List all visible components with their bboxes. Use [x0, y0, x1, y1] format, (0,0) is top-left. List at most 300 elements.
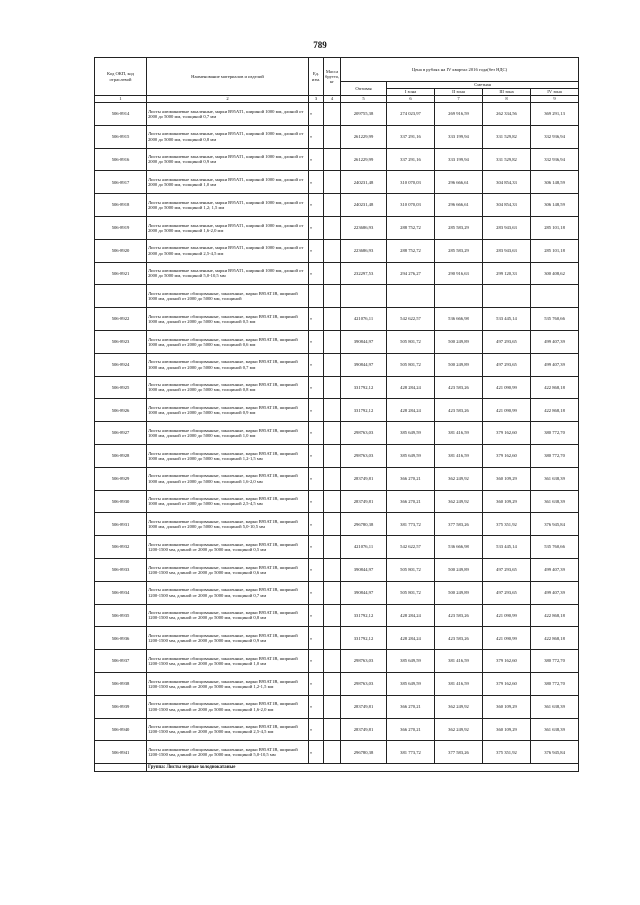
row-mass — [324, 558, 341, 581]
row-zone3-price: 375 351,92 — [483, 513, 531, 536]
row-code: 506-8919 — [95, 216, 147, 239]
row-unit — [309, 285, 324, 308]
row-zone4-price: 422 868,18 — [531, 604, 579, 627]
col-number: 6 — [387, 96, 435, 103]
row-zone3-price: 299 120,33 — [483, 262, 531, 285]
row-code: 506-8930 — [95, 490, 147, 513]
row-zone2-price: 536 666,98 — [435, 308, 483, 331]
row-code: 506-8920 — [95, 239, 147, 262]
row-zone3-price: 379 162,60 — [483, 650, 531, 673]
row-name: Листы алюминиевые закаленные, марки В95АТ1, шириной 1000 мм, длиной от 2000 до 5000 мм, толщиной 5,0-10,5 мм — [147, 262, 309, 285]
row-zone1-price: 274 023,97 — [387, 103, 435, 126]
row-mass — [324, 513, 341, 536]
row-mass — [324, 695, 341, 718]
row-zone2-price: 500 249,89 — [435, 558, 483, 581]
row-zone1-price: 505 801,72 — [387, 353, 435, 376]
row-zone2-price: 381 416,59 — [435, 650, 483, 673]
row-code: 506-8923 — [95, 330, 147, 353]
row-unit: т — [309, 216, 324, 239]
row-zone3-price: 497 293,65 — [483, 558, 531, 581]
table-row — [95, 376, 579, 399]
row-code: 506-8929 — [95, 467, 147, 490]
row-wholesale-price: 390844,97 — [341, 558, 387, 581]
row-zone2-price: 362 249,92 — [435, 490, 483, 513]
row-mass — [324, 672, 341, 695]
row-name: Листы алюминиевые закаленные, марки В95АТ1, шириной 1000 мм, длиной от 2000 до 5000 мм, толщиной 0,9 мм — [147, 148, 309, 171]
row-zone4-price: 306 148,59 — [531, 194, 579, 217]
table-row — [95, 604, 579, 627]
row-unit: т — [309, 444, 324, 467]
row-wholesale-price: 209755,38 — [341, 103, 387, 126]
row-zone2-price: 290 916,63 — [435, 262, 483, 285]
row-zone1-price: 337 291,16 — [387, 148, 435, 171]
row-unit: т — [309, 103, 324, 126]
row-code — [95, 285, 147, 308]
row-name: Листы алюминиевые облицованные, закаленные, марки В95АТ1В, шириной 1000 мм, длиной от 2000 до 5000 мм, толщиной 1,2-1,5 мм — [147, 444, 309, 467]
row-unit: т — [309, 695, 324, 718]
row-zone1-price — [387, 285, 435, 308]
table-row — [95, 650, 579, 673]
row-zone4-price — [531, 285, 579, 308]
col-number: 4 — [324, 96, 341, 103]
row-name: Листы алюминиевые облицованные, закаленные, марки В95АТ1В, шириной 1200-1500 мм, длиной от 2000 до 5000 мм, толщиной 2,5-4,5 мм — [147, 718, 309, 741]
header-wholesale: Оптовая — [341, 82, 387, 96]
row-code: 506-8928 — [95, 444, 147, 467]
row-zone4-price: 422 868,18 — [531, 376, 579, 399]
row-wholesale-price: 296780,38 — [341, 513, 387, 536]
row-wholesale-price: 283749,81 — [341, 490, 387, 513]
row-unit: т — [309, 148, 324, 171]
row-wholesale-price: 232297,53 — [341, 262, 387, 285]
row-code: 506-8926 — [95, 399, 147, 422]
row-unit: т — [309, 353, 324, 376]
row-mass — [324, 718, 341, 741]
row-zone1-price: 288 752,72 — [387, 216, 435, 239]
row-zone3-price: 421 090,99 — [483, 604, 531, 627]
row-zone3-price: 497 293,65 — [483, 581, 531, 604]
row-zone1-price: 428 284,24 — [387, 604, 435, 627]
row-zone4-price: 380 772,70 — [531, 444, 579, 467]
row-zone3-price: 379 162,60 — [483, 672, 531, 695]
row-wholesale-price: 390844,97 — [341, 581, 387, 604]
table-row — [95, 627, 579, 650]
table-row — [95, 194, 579, 217]
row-code: 506-8918 — [95, 194, 147, 217]
header-zone-4: IV зона — [531, 89, 579, 96]
row-zone3-price: 331 529,82 — [483, 148, 531, 171]
row-name: Листы алюминиевые облицованные, закаленные, марки В95АТ1В, шириной 1200-1500 мм, длиной от 2000 до 5000 мм, толщиной 0,9 мм — [147, 627, 309, 650]
row-unit: т — [309, 672, 324, 695]
row-zone2-price: 362 249,92 — [435, 467, 483, 490]
table-row — [95, 308, 579, 331]
row-unit: т — [309, 376, 324, 399]
row-zone1-price: 381 773,72 — [387, 741, 435, 764]
row-zone1-price: 428 284,24 — [387, 376, 435, 399]
row-name: Листы алюминиевые облицованные, закаленные, марки В95АТ1В, шириной 1200-1500 мм, длиной от 2000 до 5000 мм, толщиной 0,6 мм — [147, 558, 309, 581]
table-row — [95, 490, 579, 513]
row-name: Листы алюминиевые закаленные, марки В95АТ1, шириной 1000 мм, длиной от 2000 до 5000 мм, толщиной 0,8 мм — [147, 125, 309, 148]
row-unit: т — [309, 627, 324, 650]
row-zone3-price: 283 943,63 — [483, 216, 531, 239]
row-wholesale-price: 298763,03 — [341, 444, 387, 467]
row-name: Листы алюминиевые облицованные, закаленные, марки В95АТ1В, шириной 1000 мм, длиной от 2000 до 5000 мм, толщиной 0,5 мм — [147, 308, 309, 331]
row-wholesale-price: 298763,03 — [341, 650, 387, 673]
row-code: 506-8939 — [95, 695, 147, 718]
row-unit: т — [309, 741, 324, 764]
row-unit: т — [309, 262, 324, 285]
row-zone4-price: 422 868,18 — [531, 627, 579, 650]
row-wholesale-price: 261229,99 — [341, 148, 387, 171]
row-zone1-price: 428 284,24 — [387, 399, 435, 422]
row-code: 506-8914 — [95, 103, 147, 126]
table-row — [95, 513, 579, 536]
row-zone3-price: 360 109,29 — [483, 490, 531, 513]
table-row — [95, 718, 579, 741]
row-zone4-price: 332 936,94 — [531, 148, 579, 171]
row-wholesale-price: 223686,93 — [341, 239, 387, 262]
row-zone4-price: 361 638,39 — [531, 490, 579, 513]
row-wholesale-price: 240231,48 — [341, 171, 387, 194]
row-code: 506-8927 — [95, 422, 147, 445]
row-wholesale-price: 283749,81 — [341, 467, 387, 490]
row-unit: т — [309, 581, 324, 604]
row-mass — [324, 148, 341, 171]
row-zone4-price: 499 407,39 — [531, 581, 579, 604]
row-zone2-price: 423 583,26 — [435, 376, 483, 399]
row-zone3-price: 262 334,56 — [483, 103, 531, 126]
row-zone4-price: 499 407,39 — [531, 330, 579, 353]
page-number: 789 — [313, 40, 327, 50]
row-zone4-price: 376 945,84 — [531, 741, 579, 764]
row-zone2-price: 296 666,61 — [435, 194, 483, 217]
row-mass — [324, 422, 341, 445]
row-wholesale-price: 240231,48 — [341, 194, 387, 217]
row-mass — [324, 216, 341, 239]
row-zone2-price: 296 666,61 — [435, 171, 483, 194]
row-zone2-price: 377 583,26 — [435, 741, 483, 764]
table-row — [95, 581, 579, 604]
row-code: 506-8922 — [95, 308, 147, 331]
row-unit: т — [309, 308, 324, 331]
row-zone4-price: 535 760,66 — [531, 536, 579, 559]
row-zone1-price: 310 070,03 — [387, 171, 435, 194]
row-code: 506-8931 — [95, 513, 147, 536]
row-code: 506-8940 — [95, 718, 147, 741]
table-row — [95, 695, 579, 718]
row-code: 506-8917 — [95, 171, 147, 194]
row-zone3-price: 304 854,33 — [483, 171, 531, 194]
row-zone1-price: 294 276,27 — [387, 262, 435, 285]
row-unit: т — [309, 399, 324, 422]
row-zone3-price: 497 293,65 — [483, 353, 531, 376]
row-zone1-price: 381 773,72 — [387, 513, 435, 536]
table-row — [95, 125, 579, 148]
col-number: 9 — [531, 96, 579, 103]
row-zone2-price: 285 583,29 — [435, 239, 483, 262]
row-wholesale-price: 331792,12 — [341, 604, 387, 627]
row-zone4-price: 300 408,62 — [531, 262, 579, 285]
row-name: Листы алюминиевые облицованные, закаленные, марки В95АТ1В, шириной 1000 мм, длиной от 2000 до 5000 мм, толщиной — [147, 285, 309, 308]
row-name: Листы алюминиевые облицованные, закаленные, марки В95АТ1В, шириной 1200-1500 мм, длиной от 2000 до 5000 мм, толщиной 1,0 мм — [147, 650, 309, 673]
header-unit: Ед. изм. — [309, 58, 324, 96]
row-mass — [324, 353, 341, 376]
row-name: Листы алюминиевые облицованные, закаленные, марки В95АТ1В, шириной 1000 мм, длиной от 2000 до 5000 мм, толщиной 0,8 мм — [147, 376, 309, 399]
row-zone1-price: 385 649,59 — [387, 650, 435, 673]
row-zone1-price: 542 622,57 — [387, 536, 435, 559]
table-row — [95, 330, 579, 353]
row-zone3-price: 421 090,99 — [483, 627, 531, 650]
row-code: 506-8941 — [95, 741, 147, 764]
row-wholesale-price: 283749,81 — [341, 718, 387, 741]
row-code: 506-8936 — [95, 627, 147, 650]
row-name: Листы алюминиевые облицованные, закаленные, марки В95АТ1В, шириной 1000 мм, длиной от 2000 до 5000 мм, толщиной 0,9 мм — [147, 399, 309, 422]
row-mass — [324, 194, 341, 217]
col-number: 2 — [147, 96, 309, 103]
row-zone2-price: 423 583,26 — [435, 604, 483, 627]
row-mass — [324, 627, 341, 650]
row-zone4-price: 422 868,18 — [531, 399, 579, 422]
row-mass — [324, 444, 341, 467]
table-row — [95, 467, 579, 490]
row-mass — [324, 650, 341, 673]
col-number: 3 — [309, 96, 324, 103]
row-unit: т — [309, 194, 324, 217]
row-zone2-price: 536 666,98 — [435, 536, 483, 559]
row-zone2-price: 333 199,94 — [435, 148, 483, 171]
row-unit: т — [309, 171, 324, 194]
row-zone4-price: 361 638,39 — [531, 718, 579, 741]
row-wholesale-price: 331792,12 — [341, 399, 387, 422]
row-zone4-price: 380 772,70 — [531, 422, 579, 445]
row-name: Листы алюминиевые облицованные, закаленные, марки В95АТ1В, шириной 1200-1500 мм, длиной от 2000 до 5000 мм, толщиной 0,8 мм — [147, 604, 309, 627]
col-number: 7 — [435, 96, 483, 103]
row-zone1-price: 505 801,72 — [387, 581, 435, 604]
row-mass — [324, 330, 341, 353]
table-row — [95, 422, 579, 445]
table-row — [95, 239, 579, 262]
row-mass — [324, 399, 341, 422]
row-name: Листы алюминиевые закаленные, марки В95АТ1, шириной 1000 мм, длиной от 2000 до 5000 мм, толщиной 0,7 мм — [147, 103, 309, 126]
table-row — [95, 444, 579, 467]
group-footer: Группа: Листы медные холоднокатаные — [147, 764, 579, 772]
row-name: Листы алюминиевые облицованные, закаленные, марки В95АТ1В, шириной 1000 мм, длиной от 2000 до 5000 мм, толщиной 2,5-4,5 мм — [147, 490, 309, 513]
row-unit: т — [309, 650, 324, 673]
row-zone3-price: 331 529,82 — [483, 125, 531, 148]
row-zone4-price: 499 407,39 — [531, 353, 579, 376]
row-code: 506-8924 — [95, 353, 147, 376]
row-zone1-price: 366 270,21 — [387, 718, 435, 741]
row-zone2-price: 423 583,26 — [435, 399, 483, 422]
row-name: Листы алюминиевые облицованные, закаленные, марки В95АТ1В, шириной 1000 мм, длиной от 2000 до 5000 мм, толщиной 0,6 мм — [147, 330, 309, 353]
row-zone3-price: 360 109,29 — [483, 718, 531, 741]
row-unit: т — [309, 536, 324, 559]
table-row — [95, 285, 579, 308]
row-name: Листы алюминиевые облицованные, закаленные, марки В95АТ1В, шириной 1000 мм, длиной от 2000 до 5000 мм, толщиной 1,0 мм — [147, 422, 309, 445]
row-zone2-price: 377 583,26 — [435, 513, 483, 536]
row-zone4-price: 285 101,18 — [531, 239, 579, 262]
header-zone-2: II зона — [435, 89, 483, 96]
row-unit: т — [309, 513, 324, 536]
row-unit: т — [309, 558, 324, 581]
row-mass — [324, 741, 341, 764]
row-name: Листы алюминиевые облицованные, закаленные, марки В95АТ1В, шириной 1200-1500 мм, длиной от 2000 до 5000 мм, толщиной 1,2-1,5 мм — [147, 672, 309, 695]
row-zone4-price: 499 407,39 — [531, 558, 579, 581]
row-mass — [324, 171, 341, 194]
row-zone4-price: 361 638,39 — [531, 695, 579, 718]
row-code: 506-8933 — [95, 558, 147, 581]
row-zone1-price: 385 649,59 — [387, 444, 435, 467]
row-zone3-price — [483, 285, 531, 308]
row-zone4-price: 332 936,94 — [531, 125, 579, 148]
row-zone3-price: 497 293,65 — [483, 330, 531, 353]
row-zone4-price: 369 291,13 — [531, 103, 579, 126]
row-name: Листы алюминиевые облицованные, закаленные, марки В95АТ1В, шириной 1000 мм, длиной от 2000 до 5000 мм, толщиной 0,7 мм — [147, 353, 309, 376]
row-mass — [324, 262, 341, 285]
row-code: 506-8938 — [95, 672, 147, 695]
row-zone3-price: 283 943,63 — [483, 239, 531, 262]
row-mass — [324, 467, 341, 490]
row-unit: т — [309, 604, 324, 627]
row-zone4-price: 306 148,59 — [531, 171, 579, 194]
row-wholesale-price: 331792,12 — [341, 627, 387, 650]
row-zone4-price: 361 638,39 — [531, 467, 579, 490]
row-code: 506-8934 — [95, 581, 147, 604]
row-zone3-price: 421 090,99 — [483, 376, 531, 399]
row-mass — [324, 285, 341, 308]
row-zone1-price: 542 622,57 — [387, 308, 435, 331]
row-zone2-price: 381 416,59 — [435, 422, 483, 445]
row-zone2-price: 362 249,92 — [435, 695, 483, 718]
row-zone4-price: 535 760,66 — [531, 308, 579, 331]
header-code: Код ОКП, код отраслевой — [95, 58, 147, 96]
table-row — [95, 262, 579, 285]
row-wholesale-price: 283749,81 — [341, 695, 387, 718]
row-zone2-price: 333 199,94 — [435, 125, 483, 148]
row-unit: т — [309, 330, 324, 353]
row-name: Листы алюминиевые облицованные, закаленные, марки В95АТ1В, шириной 1000 мм, длиной от 2000 до 5000 мм, толщиной 5,0-10,5 мм — [147, 513, 309, 536]
row-unit: т — [309, 718, 324, 741]
table-row — [95, 536, 579, 559]
table-row — [95, 353, 579, 376]
col-number: 5 — [341, 96, 387, 103]
row-zone2-price: 362 249,92 — [435, 718, 483, 741]
row-zone2-price: 500 249,89 — [435, 353, 483, 376]
row-wholesale-price: 298763,03 — [341, 672, 387, 695]
header-estimate: Сметная — [387, 82, 579, 89]
row-zone1-price: 505 801,72 — [387, 330, 435, 353]
header-zone-1: I зона — [387, 89, 435, 96]
row-zone2-price — [435, 285, 483, 308]
row-wholesale-price: 298763,03 — [341, 422, 387, 445]
row-zone1-price: 337 291,16 — [387, 125, 435, 148]
row-name: Листы алюминиевые облицованные, закаленные, марки В95АТ1В, шириной 1200-1500 мм, длиной от 2000 до 5000 мм, толщиной 1,6-2,0 мм — [147, 695, 309, 718]
row-name: Листы алюминиевые облицованные, закаленные, марки В95АТ1В, шириной 1200-1500 мм, длиной от 2000 до 5000 мм, толщиной 0,7 мм — [147, 581, 309, 604]
row-zone3-price: 375 351,92 — [483, 741, 531, 764]
row-zone4-price: 376 945,84 — [531, 513, 579, 536]
row-name: Листы алюминиевые облицованные, закаленные, марки В95АТ1В, шириной 1200-1500 мм, длиной от 2000 до 5000 мм, толщиной 0,5 мм — [147, 536, 309, 559]
row-zone1-price: 366 270,21 — [387, 695, 435, 718]
header-name: Наименование материалов и изделий — [147, 58, 309, 96]
col-number: 8 — [483, 96, 531, 103]
row-unit: т — [309, 125, 324, 148]
row-name: Листы алюминиевые закаленные, марки В95АТ1, шириной 1000 мм, длиной от 2000 до 5000 мм, толщиной 2,5-4,5 мм — [147, 239, 309, 262]
row-wholesale-price: 421076,11 — [341, 308, 387, 331]
row-name: Листы алюминиевые облицованные, закаленные, марки В95АТ1В, шириной 1200-1500 мм, длиной от 2000 до 5000 мм, толщиной 5,0-10,5 мм — [147, 741, 309, 764]
row-zone1-price: 428 284,24 — [387, 627, 435, 650]
row-wholesale-price: 296780,38 — [341, 741, 387, 764]
group-code-cell — [95, 764, 147, 772]
header-zone-3: III зона — [483, 89, 531, 96]
row-mass — [324, 604, 341, 627]
row-zone2-price: 500 249,89 — [435, 330, 483, 353]
row-zone3-price: 533 445,14 — [483, 536, 531, 559]
row-zone4-price: 285 101,18 — [531, 216, 579, 239]
row-mass — [324, 376, 341, 399]
row-name: Листы алюминиевые закаленные, марки В95АТ1, шириной 1000 мм, длиной от 2000 до 5000 мм, толщиной 1,2; 1,5 мм — [147, 194, 309, 217]
table-row — [95, 148, 579, 171]
row-zone1-price: 505 801,72 — [387, 558, 435, 581]
row-zone2-price: 381 416,59 — [435, 672, 483, 695]
row-wholesale-price: 390844,97 — [341, 353, 387, 376]
row-code: 506-8915 — [95, 125, 147, 148]
row-wholesale-price — [341, 285, 387, 308]
row-zone4-price: 380 772,70 — [531, 650, 579, 673]
row-unit: т — [309, 490, 324, 513]
row-code: 506-8935 — [95, 604, 147, 627]
row-code: 506-8921 — [95, 262, 147, 285]
table-row — [95, 216, 579, 239]
table-row — [95, 103, 579, 126]
header-mass: Масса брутто, кг — [324, 58, 341, 96]
row-mass — [324, 536, 341, 559]
row-zone1-price: 385 649,59 — [387, 422, 435, 445]
table-row — [95, 672, 579, 695]
col-number: 1 — [95, 96, 147, 103]
row-zone3-price: 360 109,29 — [483, 695, 531, 718]
row-zone1-price: 288 752,72 — [387, 239, 435, 262]
row-code: 506-8937 — [95, 650, 147, 673]
row-zone2-price: 381 416,59 — [435, 444, 483, 467]
row-name: Листы алюминиевые закаленные, марки В95АТ1, шириной 1000 мм, длиной от 2000 до 5000 мм, толщиной 1,0 мм — [147, 171, 309, 194]
row-code: 506-8916 — [95, 148, 147, 171]
row-zone3-price: 533 445,14 — [483, 308, 531, 331]
row-zone3-price: 379 162,60 — [483, 422, 531, 445]
row-zone1-price: 366 270,21 — [387, 490, 435, 513]
row-zone2-price: 500 249,89 — [435, 581, 483, 604]
row-zone1-price: 310 070,03 — [387, 194, 435, 217]
row-code: 506-8925 — [95, 376, 147, 399]
row-mass — [324, 239, 341, 262]
table-row — [95, 558, 579, 581]
row-mass — [324, 103, 341, 126]
row-unit: т — [309, 422, 324, 445]
price-table — [94, 57, 579, 772]
row-zone3-price: 421 090,99 — [483, 399, 531, 422]
row-unit: т — [309, 467, 324, 490]
row-code: 506-8932 — [95, 536, 147, 559]
row-zone4-price: 380 772,70 — [531, 672, 579, 695]
table-row — [95, 171, 579, 194]
row-zone3-price: 379 162,60 — [483, 444, 531, 467]
row-name: Листы алюминиевые закаленные, марки В95АТ1, шириной 1000 мм, длиной от 2000 до 5000 мм, толщиной 1,6-2,0 мм — [147, 216, 309, 239]
row-mass — [324, 125, 341, 148]
row-wholesale-price: 223686,93 — [341, 216, 387, 239]
row-mass — [324, 490, 341, 513]
row-zone3-price: 304 854,33 — [483, 194, 531, 217]
row-name: Листы алюминиевые облицованные, закаленные, марки В95АТ1В, шириной 1000 мм, длиной от 2000 до 5000 мм, толщиной 1,6-2,0 мм — [147, 467, 309, 490]
row-wholesale-price: 331792,12 — [341, 376, 387, 399]
row-mass — [324, 581, 341, 604]
